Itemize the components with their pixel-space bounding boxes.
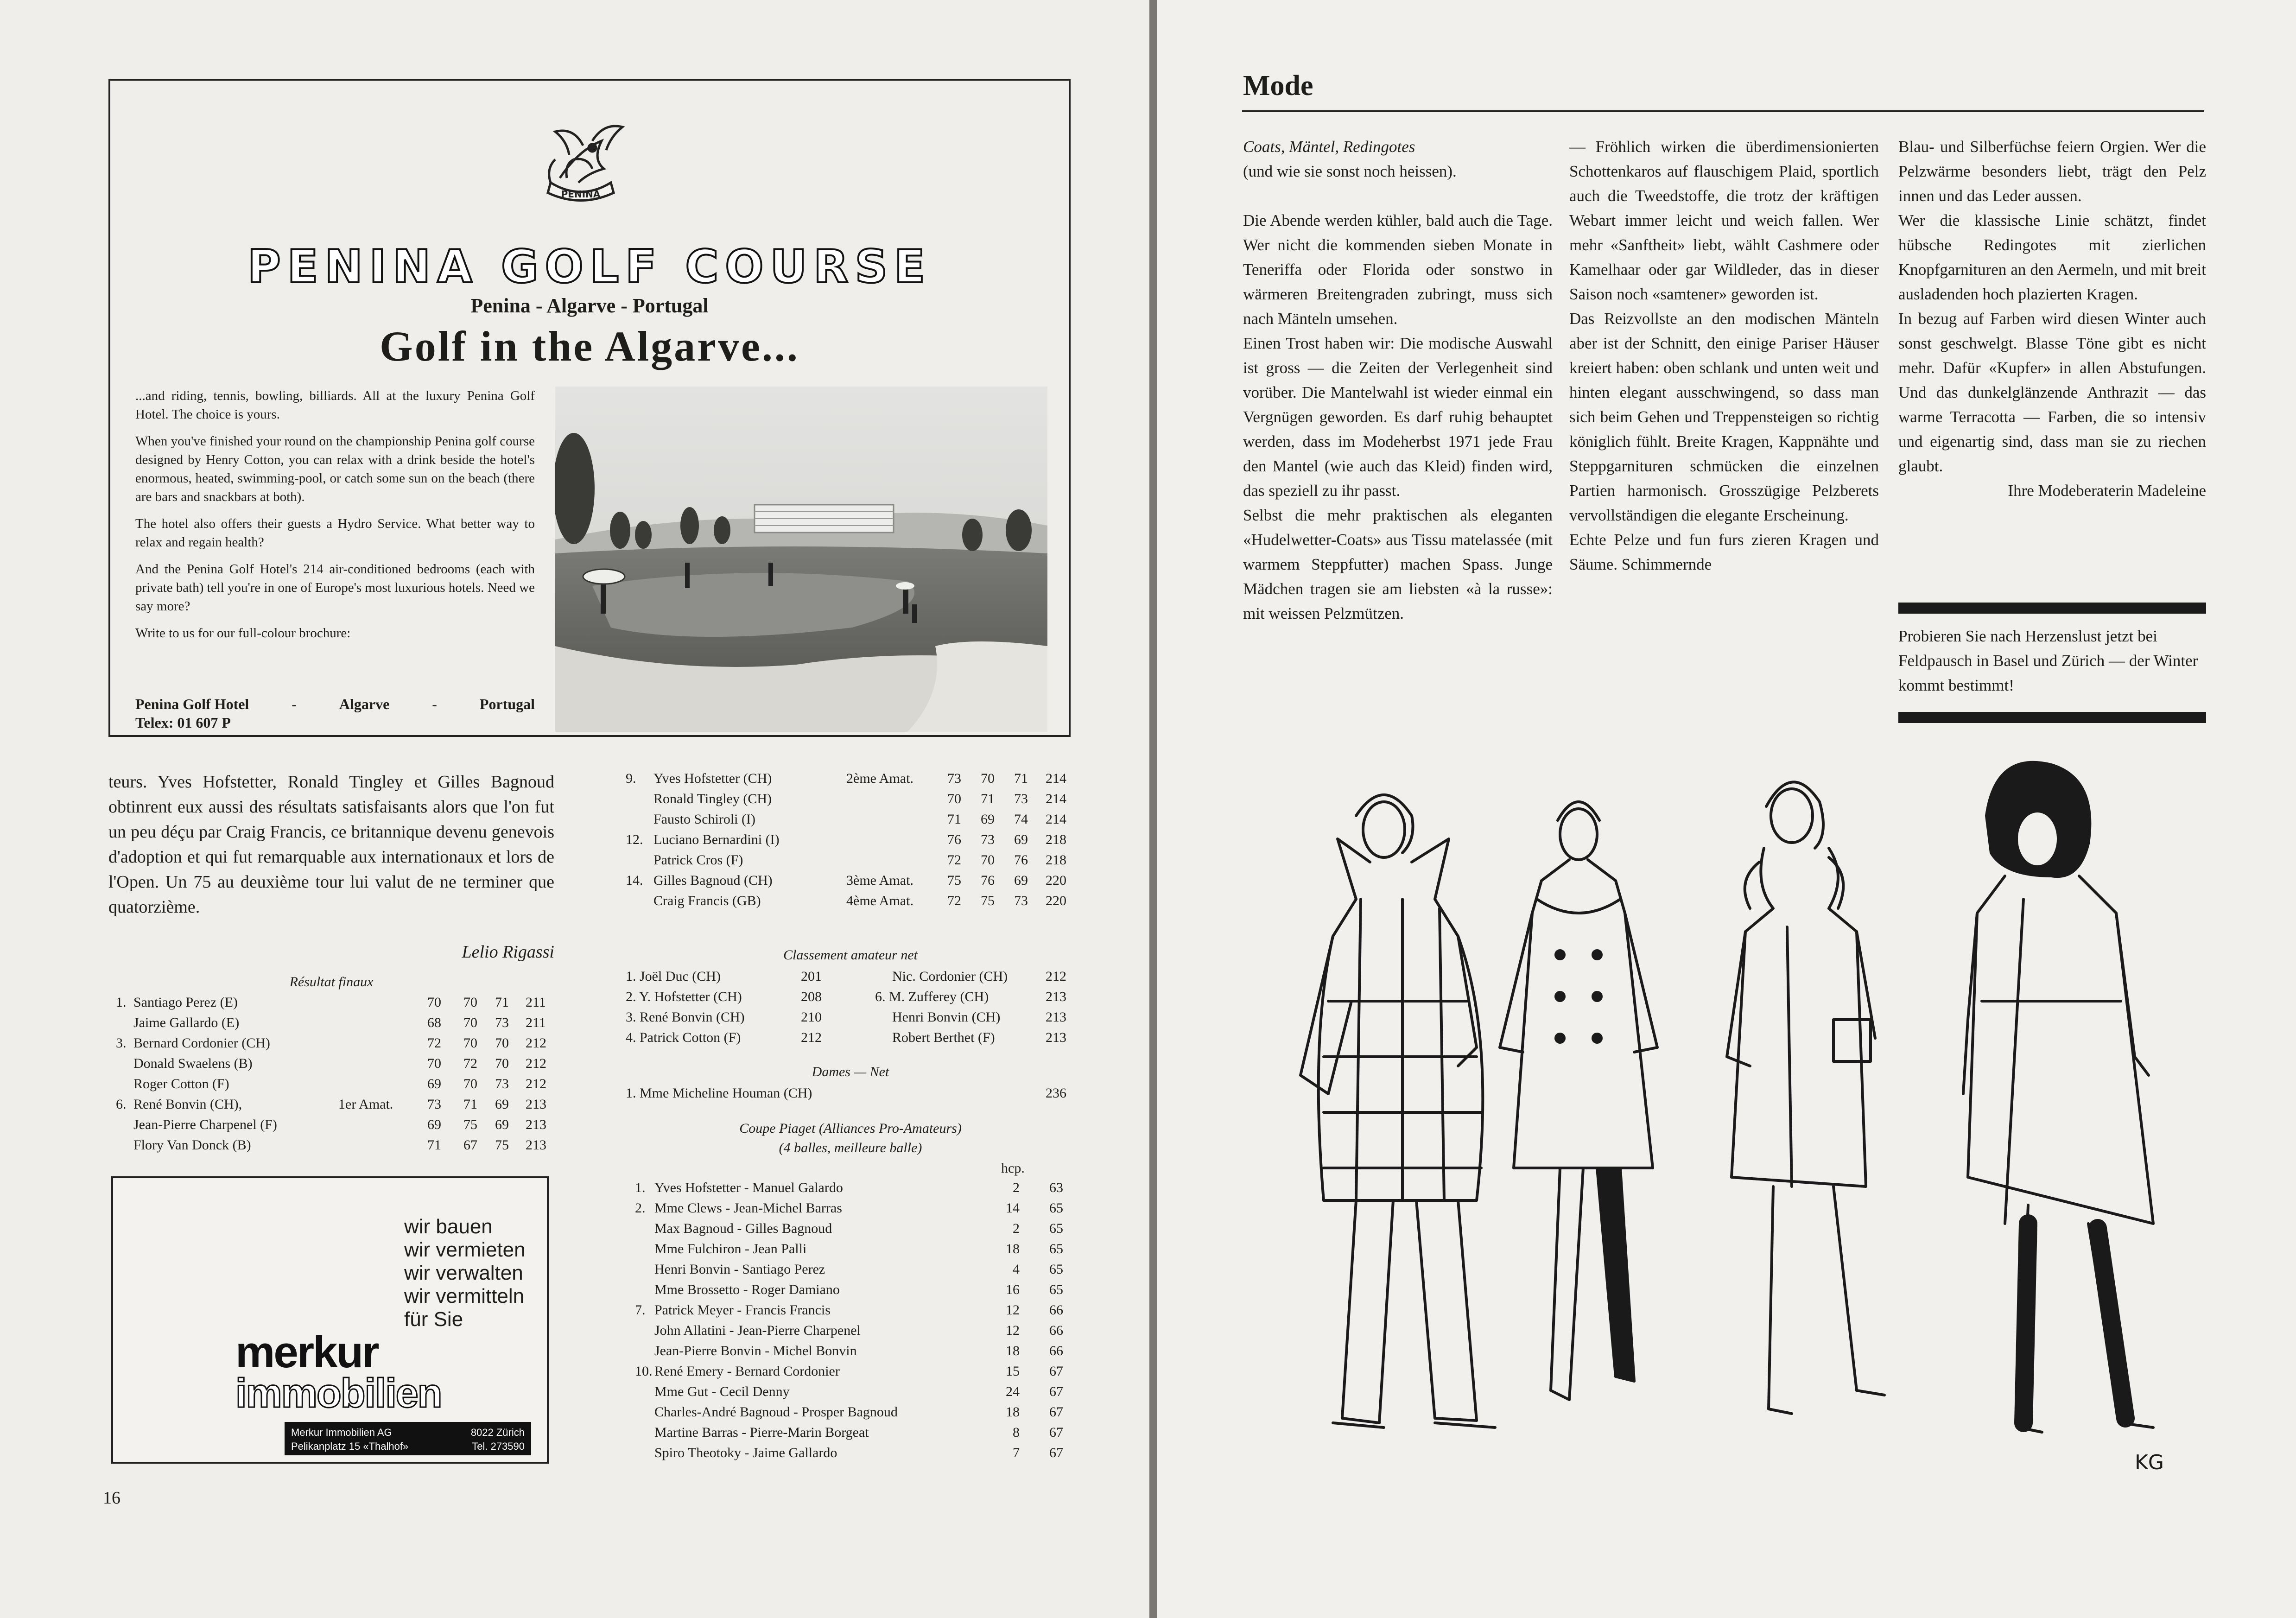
article-paragraph: In bezug auf Farben wird diesen Winter auch sonst geschwelgt. Blasse Töne gibt es nicht mehr. Dafür «Kupfer» in allen Abstufungen. Und das dunkelglänzende Anthrazit — das warme Terracotta — Farben, die so intensiv und eigenartig sind, dass man sie zu riechen glaubt. <box>1898 310 2206 475</box>
table-row: 9. Yves Hofstetter (CH) 2ème Amat. 73 70 71 214 <box>626 771 1066 786</box>
article-signature: Ihre Modeberaterin Madeleine <box>2008 482 2206 500</box>
store-note-text: Probieren Sie nach Herzenslust jetzt bei Feldpausch in Basel und Zürich — der Winter kommt bestimmt! <box>1898 627 2198 694</box>
table-row: Jaime Gallardo (E) 68 70 73 211 <box>133 1015 546 1030</box>
artist-signature: KG <box>2135 1451 2164 1474</box>
right-page <box>1157 0 2296 1618</box>
ad-paragraph: Write to us for our full-colour brochure: <box>135 626 351 641</box>
results-title: Résultat finaux <box>289 974 374 990</box>
table-row: Henri Bonvin - Santiago Perez 4 65 <box>654 1262 1063 1277</box>
table-row: Mme Gut - Cecil Denny 24 67 <box>654 1384 1063 1399</box>
amateur-title: Classement amateur net <box>783 947 918 963</box>
contact-country: Portugal <box>479 696 535 712</box>
table-row: John Allatini - Jean-Pierre Charpenel 12 66 <box>654 1323 1063 1338</box>
article-paragraph: Einen Trost haben wir: Die modische Auswahl ist gross — die Zeiten der Verlegenheit sind vorüber. Die Mantelwahl ist wieder einmal ein Vergnügen geworden. Es darf ruhig behauptet werden, dass im Modeherbst 1971 jede Frau den Mantel (wie auch das Kleid) finden wird, das speziell zu ihr passt. <box>1243 334 1553 500</box>
figure-double-breasted-coat <box>1500 802 1657 1400</box>
contact-dash: - <box>292 696 297 712</box>
contact-hotel: Penina Golf Hotel <box>135 696 249 712</box>
article-heading: Coats, Mäntel, Redingotes <box>1243 138 1415 156</box>
slogan-line: wir vermieten <box>404 1238 526 1261</box>
penina-title: PENINA GOLF COURSE <box>247 241 932 293</box>
merkur-immobilien-ad <box>111 1176 549 1464</box>
slogan-line: wir bauen <box>404 1215 493 1238</box>
table-row: 2. Mme Clews - Jean-Michel Barras 14 65 <box>635 1200 1063 1216</box>
store-note <box>1898 624 2206 698</box>
slogan-line: für Sie <box>404 1308 463 1331</box>
dames-table <box>626 1085 1075 1106</box>
table-row: Ronald Tingley (CH) 70 71 73 214 <box>653 791 1066 806</box>
figure-plaid-coat <box>1300 795 1495 1428</box>
table-row: 6. René Bonvin (CH), 1er Amat. 73 71 69 213 <box>116 1097 546 1112</box>
company-phone: Tel. 273590 <box>472 1440 525 1452</box>
table-row: Jean-Pierre Bonvin - Michel Bonvin 18 66 <box>654 1343 1063 1358</box>
article-column-2 <box>1569 134 1879 577</box>
table-row: 3. Bernard Cordonier (CH) 72 70 70 212 <box>116 1035 546 1051</box>
figure-fur-collar-coat <box>1727 782 1884 1414</box>
box-rule-bottom <box>1898 712 2206 723</box>
golf-course-photo <box>555 387 1047 732</box>
article-paragraph: Blau- und Silberfüchse feiern Orgien. Wer die Pelzwärme besonders liebt, trägt den Pelz innen und das Leder aussen. <box>1898 138 2206 205</box>
table-row: Craig Francis (GB) 4ème Amat. 72 75 73 220 <box>653 893 1066 908</box>
penina-golf-ad <box>108 79 1071 737</box>
table-row: Roger Cotton (F) 69 70 73 212 <box>133 1076 546 1091</box>
table-row: 1. Joël Duc (CH) 201 Nic. Cordonier (CH) 212 <box>626 969 1066 984</box>
article-paragraph: — Fröhlich wirken die überdimensionierten Schottenkaros auf flauschigem Plaid, sportlich auch die Tweedstoffe, die trotz der kräftigen Webart immer leicht und weich fallen. Wer mehr «Sanftheit» liebt, wählt Cashmere oder Kamelhaar oder gar Wildleder, das in dieser Saison noch «samtener» geworden ist. <box>1569 138 1879 303</box>
ad-paragraph: When you've finished your round on the championship Penina golf course designed by Henry Cotton, you can relax with a drink beside the hotel's enormous, heated, swimming-pool, or catch some sun on the beach (there are bars and snackbars at both). <box>135 434 535 504</box>
table-row: 1. Santiago Perez (E) 70 70 71 211 <box>116 995 546 1010</box>
table-row: 3. René Bonvin (CH) 210 Henri Bonvin (CH) 213 <box>626 1009 1066 1025</box>
article-paragraph: Wer die klassische Linie schätzt, findet hübsche Redingotes mit zierlichen Knopfgarnituren an den Aermeln, und mit breit ausladenden hoch plazierten Kragen. <box>1898 211 2206 303</box>
article-paragraph: teurs. Yves Hofstetter, Ronald Tingley et Gilles Bagnoud obtinrent eux aussi des résultats satisfaisants alors que l'on fut un peu déçu par Craig Francis, ce britannique devenu genevois d'adoption et qui fut remarquable aux internationaux et lors de l'Open. Un 75 au deuxième tour lui valut de ne terminer que quatorzième. <box>108 772 554 917</box>
section-title: Mode <box>1243 70 1313 102</box>
article-continuation <box>108 769 554 920</box>
article-paragraph: Die Abende werden kühler, bald auch die Tage. Wer nicht die kommenden sieben Monate in Teneriffa oder Florida oder sonstwo in wärmeren Breitengraden zubringt, muss sich nach Mänteln umsehen. <box>1243 211 1553 328</box>
ad-paragraph: ...and riding, tennis, bowling, billiards. All at the luxury Penina Golf Hotel. The choice is yours. <box>135 388 535 422</box>
table-row: Fausto Schiroli (I) 71 69 74 214 <box>653 812 1066 827</box>
penina-contact <box>135 695 535 732</box>
slogan-line: wir vermitteln <box>404 1285 525 1307</box>
table-row: 4. Patrick Cotton (F) 212 Robert Berthet (F) 213 <box>626 1030 1066 1045</box>
table-header-row: hcp. <box>1001 1161 1025 1176</box>
article-column-1 <box>1243 134 1553 626</box>
table-row: Patrick Cros (F) 72 70 76 218 <box>653 852 1066 868</box>
page-number: 16 <box>103 1488 121 1508</box>
results-continued-table <box>626 771 1075 914</box>
company-name: Merkur Immobilien AG <box>291 1427 392 1438</box>
table-row: Charles-André Bagnoud - Prosper Bagnoud 18 67 <box>654 1404 1063 1420</box>
table-row: Mme Brossetto - Roger Damiano 16 65 <box>654 1282 1063 1297</box>
table-row: Spiro Theotoky - Jaime Gallardo 7 67 <box>654 1445 1063 1460</box>
amateur-table <box>626 969 1075 1050</box>
merkur-slogans <box>404 1215 526 1331</box>
merkur-address-bar <box>285 1422 531 1455</box>
table-row: Flory Van Donck (B) 71 67 75 213 <box>133 1137 546 1153</box>
ad-paragraph: The hotel also offers their guests a Hydro Service. What better way to relax and regain health? <box>135 516 535 550</box>
penina-location: Penina - Algarve - Portugal <box>470 294 709 317</box>
table-row: 7. Patrick Meyer - Francis Francis 12 66 <box>635 1302 1063 1318</box>
table-row: Max Bagnoud - Gilles Bagnoud 2 65 <box>654 1221 1063 1236</box>
merkur-logo <box>235 1327 442 1416</box>
title-rule <box>1242 110 2204 112</box>
slogan-line: wir verwalten <box>404 1262 523 1284</box>
coupe-table <box>635 1161 1075 1466</box>
coupe-subtitle: (4 balles, meilleure balle) <box>779 1140 922 1155</box>
penina-ad-copy <box>135 387 535 651</box>
ad-paragraph: And the Penina Golf Hotel's 214 air-conditioned bedrooms (each with private bath) tell you're in one of Europe's most luxurious hotels. Need we say more? <box>135 562 535 614</box>
table-row: 1. Yves Hofstetter - Manuel Galardo 2 63 <box>635 1180 1063 1195</box>
dames-title: Dames — Net <box>812 1064 889 1079</box>
article-column-3 <box>1898 134 2206 503</box>
table-row: 2. Y. Hofstetter (CH) 208 6. M. Zufferey (CH) 213 <box>626 989 1066 1004</box>
company-city: 8022 Zürich <box>470 1427 525 1438</box>
logo-word-merkur: merkur <box>235 1327 378 1377</box>
article-subheading: (und wie sie sonst noch heissen). <box>1243 162 1457 180</box>
logo-word-immobilien: immobilien <box>235 1370 442 1416</box>
company-address: Pelikanplatz 15 «Thalhof» <box>291 1440 409 1452</box>
penina-slogan: Golf in the Algarve... <box>380 323 799 370</box>
box-rule-top <box>1898 603 2206 614</box>
contact-telex: Telex: 01 607 P <box>135 714 231 731</box>
table-row: 14. Gilles Bagnoud (CH) 3ème Amat. 75 76 69 220 <box>626 873 1066 888</box>
results-table <box>116 995 556 1158</box>
table-row: 12. Luciano Bernardini (I) 76 73 69 218 <box>626 832 1066 847</box>
figure-fur-hat-coat <box>1963 762 2153 1432</box>
table-row: Donald Swaelens (B) 70 72 70 212 <box>133 1056 546 1071</box>
contact-dash: - <box>432 696 437 712</box>
article-paragraph: Echte Pelze und fun furs zieren Kragen und Säume. Schimmernde <box>1569 531 1879 573</box>
table-row: 1. Mme Micheline Houman (CH) 236 <box>626 1085 1066 1101</box>
table-row: Martine Barras - Pierre-Marin Borgeat 8 67 <box>654 1425 1063 1440</box>
article-paragraph: Das Reizvollste an den modischen Mänteln aber ist der Schnitt, den einige Pariser Häuser kreiert haben: oben schlank und unten weit und hinten elegant ausschwingend, so dass man sich beim Gehen und Treppensteigen so richtig königlich fühlt. Breite Kragen, Kappnähte und Steppgarnituren schmücken die einzelnen Partien harmonisch. Grosszügige Pelzberets vervollständigen die elegante Erscheinung. <box>1569 310 1879 524</box>
table-row: 10. René Emery - Bernard Cordonier 15 67 <box>635 1364 1063 1379</box>
article-author: Lelio Rigassi <box>462 942 554 962</box>
table-row: Mme Fulchiron - Jean Palli 18 65 <box>654 1241 1063 1256</box>
article-paragraph: Selbst die mehr praktischen als eleganten «Hudelwetter-Coats» aus Tissu matelassée (mit warmem Steppfutter) machen Spass. Junge Mädchen tragen sie am liebsten «à la russe»: mit weissen Pelzmützen. <box>1243 506 1553 622</box>
penina-crest-icon <box>523 113 639 206</box>
contact-region: Algarve <box>339 696 390 712</box>
coupe-title: Coupe Piaget (Alliances Pro-Amateurs) <box>739 1121 962 1136</box>
fashion-illustration <box>1217 760 2278 1502</box>
table-row: Jean-Pierre Charpenel (F) 69 75 69 213 <box>133 1117 546 1132</box>
svg-text:PENINA: PENINA <box>561 189 601 200</box>
